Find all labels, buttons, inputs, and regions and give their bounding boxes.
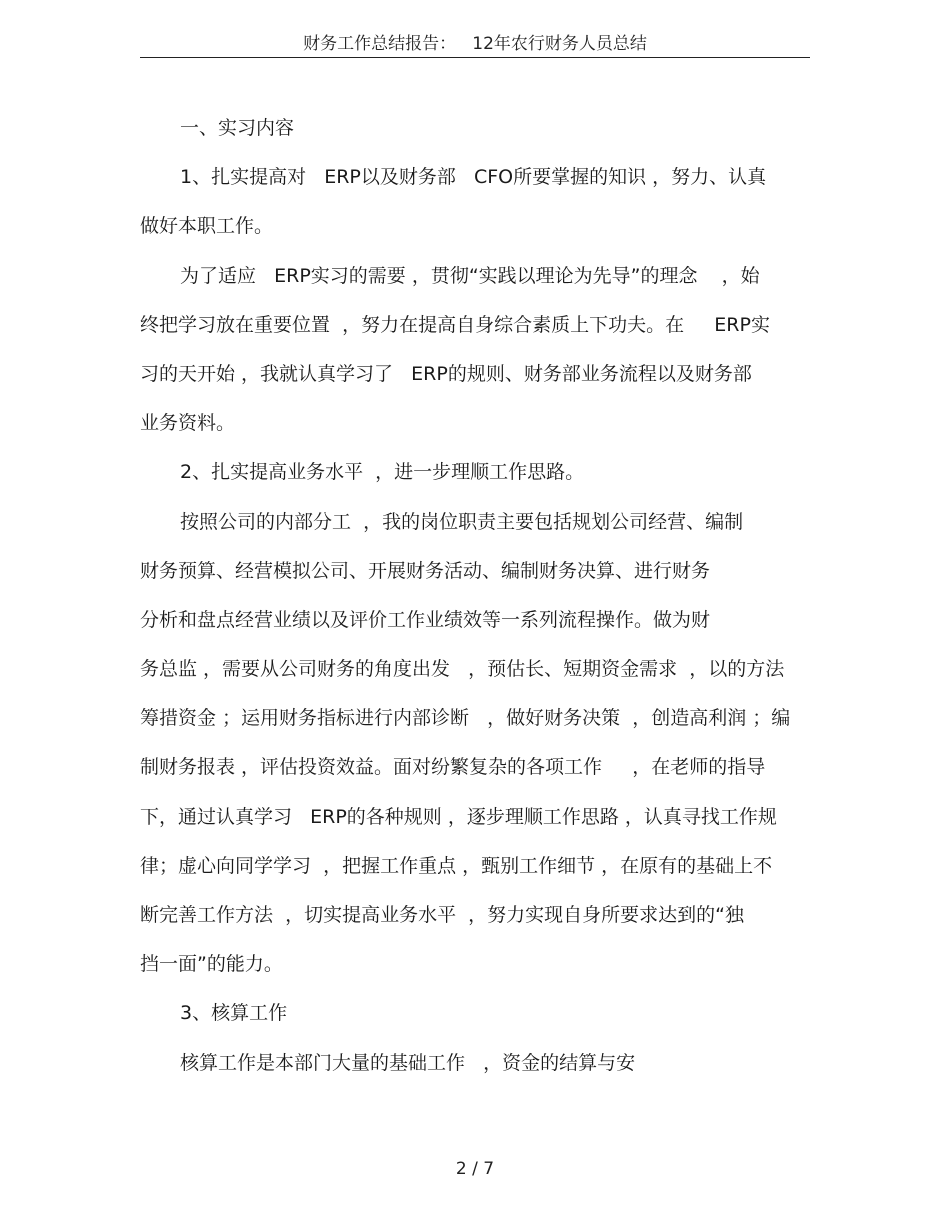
paragraph-line: 筹措资金 ；运用财务指标进行内部诊断 ，做好财务决策 ，创造高利润 ；编 <box>140 707 791 730</box>
subsection-heading: 2、扎实提高业务水平 ，进一步理顺工作思路。 <box>180 461 585 484</box>
paragraph-line: 分析和盘点经营业绩以及评价工作业绩效等一系列流程操作。做为财 <box>140 608 711 631</box>
document-body <box>140 110 812 1094</box>
paragraph-line: 为了适应 ERP实习的需要 ，贯彻“实践以理论为先导”的理念 ，始 <box>180 264 760 287</box>
subsection-heading: 1、扎实提高对 ERP以及财务部 CFO所要掌握的知识 ，努力、认真 <box>180 166 767 189</box>
paragraph-line: 按照公司的内部分工 ，我的岗位职责主要包括规划公司经营、编制 <box>180 510 744 533</box>
paragraph-line: 律；虚心向同学学习 ，把握工作重点 ，甄别工作细节 ，在原有的基础上不 <box>140 854 773 877</box>
page-number: 2 / 7 <box>455 1159 495 1179</box>
paragraph-line: 核算工作是本部门大量的基础工作 ，资金的结算与安 <box>180 1051 636 1074</box>
paragraph-line: 制财务报表 ，评估投资效益。面对纷繁复杂的各项工作 ，在老师的指导 <box>140 756 766 779</box>
paragraph-line: 挡一面”的能力。 <box>140 953 283 976</box>
subsection-heading: 3、核算工作 <box>180 1002 288 1025</box>
paragraph-line: 务总监 ，需要从公司财务的角度出发 ，预估长、短期资金需求 ，以的方法 <box>140 658 785 681</box>
header-divider <box>140 57 810 58</box>
paragraph-line: 财务预算、经营模拟公司、开展财务活动、编制财务决算、进行财务 <box>140 559 711 582</box>
paragraph-line: 断完善工作方法 ，切实提高业务水平 ，努力实现自身所要求达到的“独 <box>140 904 745 926</box>
paragraph-line: 做好本职工作。 <box>140 215 274 238</box>
paragraph-line: 下，通过认真学习 ERP的各种规则 ，逐步理顺工作思路 ，认真寻找工作规 <box>140 805 777 828</box>
page-header: 财务工作总结报告： 12年农行财务人员总结 <box>303 34 647 54</box>
paragraph-line: 终把学习放在重要位置 ，努力在提高自身综合素质上下功夫。在 ERP实 <box>140 313 770 336</box>
paragraph-line: 习的天开始 ，我就认真学习了 ERP的规则、财务部业务流程以及财务部 <box>140 362 752 385</box>
section-heading: 一、实习内容 <box>180 117 295 139</box>
paragraph-line: 业务资料。 <box>140 412 236 435</box>
